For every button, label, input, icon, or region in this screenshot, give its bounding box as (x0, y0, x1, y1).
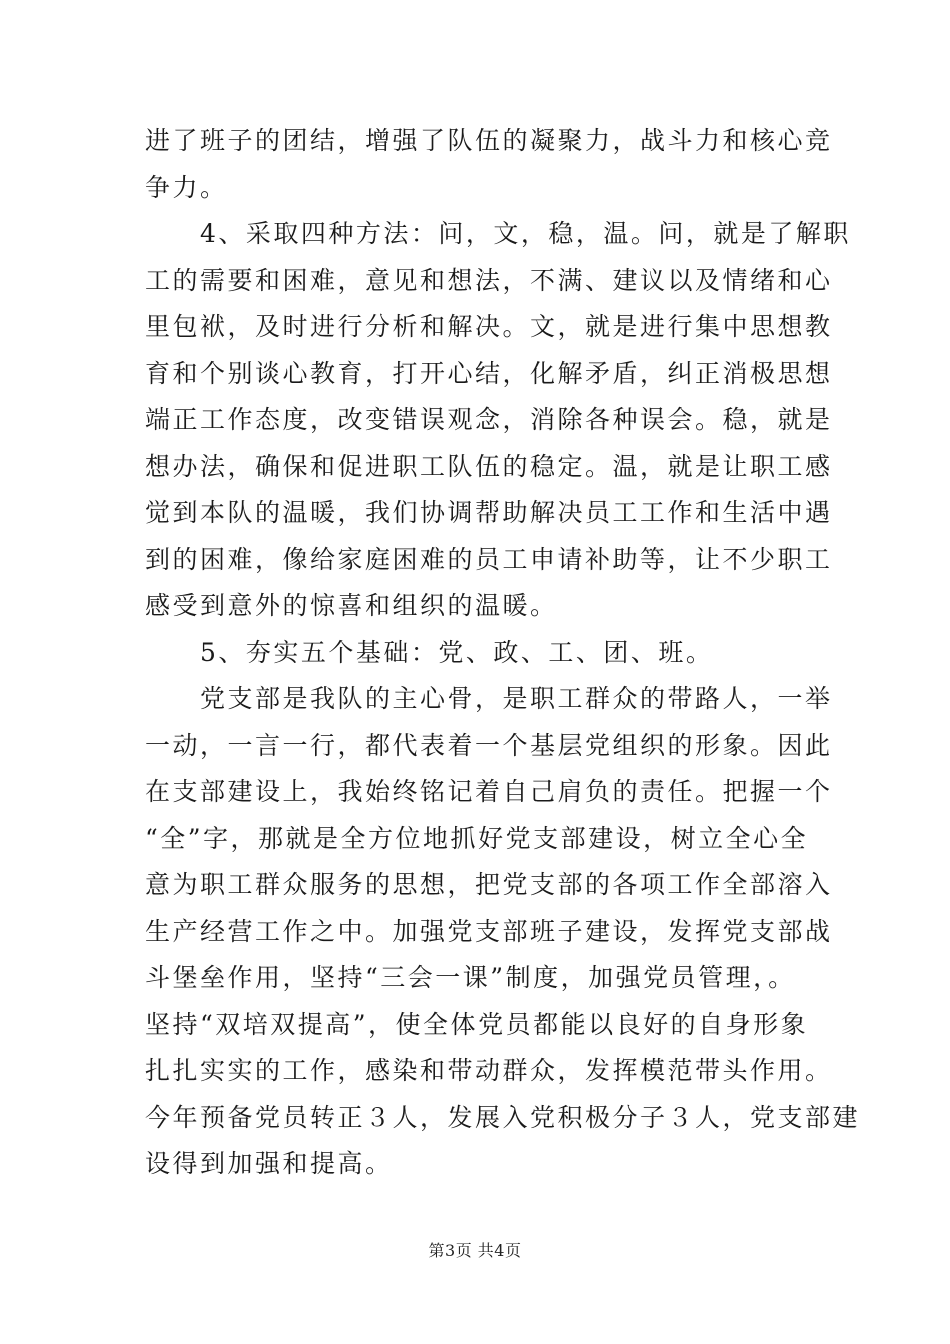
page-number-footer: 第3页 共4页 (428, 1241, 522, 1260)
text-line: 觉到本队的温暖，我们协调帮助解决员工工作和生活中遇 (145, 498, 833, 527)
text-line: 到的困难，像给家庭困难的员工申请补助等，让不少职工 (145, 544, 833, 574)
text-line: 一动，一言一行，都代表着一个基层党组织的形象。因此 (145, 730, 833, 760)
text-line: 在支部建设上，我始终铭记着自己肩负的责任。把握一个 (145, 777, 833, 806)
text-line: 里包袱，及时进行分析和解决。文，就是进行集中思想教 (145, 312, 833, 341)
text-line: 扎扎实实的工作，感染和带动群众，发挥模范带头作用。 (145, 1056, 833, 1085)
text-line: 争力。 (145, 172, 228, 202)
text-line: 斗堡垒作用，坚持“三会一课”制度，加强党员管理，。 (145, 963, 796, 992)
text-line: 工的需要和困难，意见和想法，不满、建议以及情绪和心 (145, 265, 833, 295)
text-line: 4、采取四种方法：问，文，稳，温。问，就是了解职 (145, 219, 851, 248)
text-line: 5、夯实五个基础：党、政、工、团、班。 (145, 637, 714, 667)
text-line: 进了班子的团结，增强了队伍的凝聚力，战斗力和核心竞 (145, 126, 833, 155)
text-line: 想办法，确保和促进职工队伍的稳定。温，就是让职工感 (145, 451, 833, 481)
text-line: 生产经营工作之中。加强党支部班子建设，发挥党支部战 (145, 916, 833, 946)
text-line: 设得到加强和提高。 (145, 1149, 393, 1178)
text-line: 育和个别谈心教育，打开心结，化解矛盾，纠正消极思想 (145, 358, 833, 388)
text-line: 感受到意外的惊喜和组织的温暖。 (145, 591, 558, 620)
text-line: 坚持“双培双提高”，使全体党员都能以良好的自身形象 (145, 1009, 809, 1039)
text-line: 党支部是我队的主心骨，是职工群众的带路人，一举 (145, 684, 833, 713)
text-line: 今年预备党员转正３人，发展入党积极分子３人，党支部建 (145, 1102, 861, 1132)
document-body (145, 118, 861, 1188)
text-line: “全”字，那就是全方位地抓好党支部建设，树立全心全 (145, 823, 809, 853)
text-line: 端正工作态度，改变错误观念，消除各种误会。稳，就是 (145, 405, 833, 434)
text-line: 意为职工群众服务的思想，把党支部的各项工作全部溶入 (145, 870, 833, 899)
